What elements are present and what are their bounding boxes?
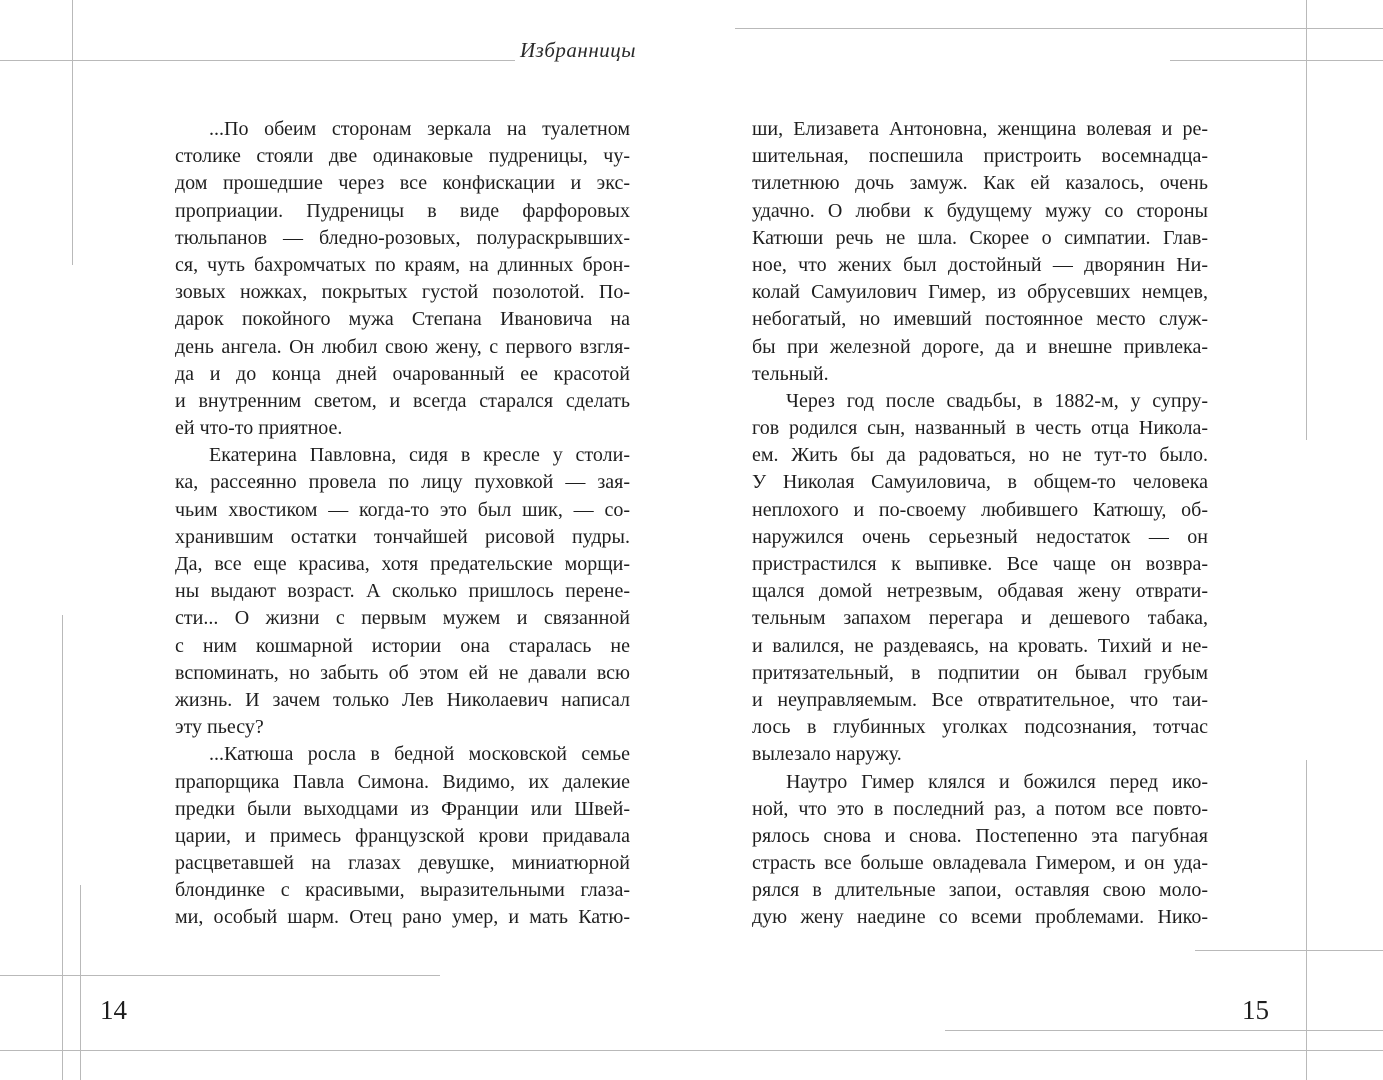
text-line: сти... О жизни с первым мужем и связанной [175, 607, 630, 630]
text-line: ем. Жить бы да радоваться, но не тут-то было. [752, 444, 1208, 467]
top-left-vrule [72, 0, 73, 265]
top-right-vrule [1306, 0, 1307, 440]
text-line: лось в глубинных уголках подсознания, тотчас [752, 716, 1208, 739]
text-line: ка, рассеянно провела по лицу пуховкой — зая- [175, 471, 630, 494]
text-line: Да, все еще красива, хотя предательские морщи- [175, 553, 630, 575]
text-line: дую жену наедине со всеми проблемами. Нико- [752, 906, 1208, 929]
text-line: удачно. О любви к будущему мужу со стороны [752, 199, 1208, 222]
text-line: столике стояли две одинаковые пудреницы, чу- [175, 145, 630, 168]
text-line: ны выдают возраст. А сколько пришлось перене- [175, 580, 630, 603]
text-line: рялся в длительные запои, оставляя свою моло- [752, 879, 1208, 902]
text-line: рялось снова и снова. Постепенно эта пагубная [752, 824, 1208, 847]
bottom-left-rule [0, 975, 440, 976]
top-right-rule [1170, 60, 1383, 61]
top-left-rule [0, 60, 515, 61]
text-line: предки были выходцами из Франции или Швей- [175, 797, 630, 820]
running-head: Избранницы [520, 38, 636, 62]
text-line: Екатерина Павловна, сидя в кресле у столи- [209, 444, 630, 467]
text-line: ...Катюша росла в бедной московской семье [209, 743, 630, 766]
text-line: блондинке с красивыми, выразительными глаза- [175, 879, 630, 902]
text-line: неплохого и по-своему любившего Катюшу, об- [752, 498, 1208, 521]
bottom-left-vrule [62, 615, 63, 1080]
text-line: прапорщика Павла Симона. Видимо, их далекие [175, 770, 630, 793]
text-line: дарок покойного мужа Степана Ивановича на [175, 308, 630, 331]
text-line: У Николая Самуиловича, в общем-то человека [752, 471, 1208, 494]
left-page-text [175, 116, 630, 932]
bottom-right-rule-2 [945, 1030, 1383, 1031]
text-line: Наутро Гимер клялся и божился перед ико- [786, 770, 1208, 793]
text-line: чьим хвостиком — когда-то это был шик, — со- [175, 498, 630, 521]
text-line: Катюши речь не шла. Скорее о симпатии. Глав- [752, 226, 1208, 249]
bottom-right-vrule [1306, 760, 1307, 1080]
text-line: ное, что жених был достойный — дворянин Ни- [752, 253, 1208, 276]
text-line: ми, особый шарм. Отец рано умер, и мать Катю- [175, 906, 630, 929]
text-line: гов родился сын, названный в честь отца Никола- [752, 417, 1208, 440]
text-line: тилетнюю дочь замуж. Как ей казалось, очень [752, 172, 1208, 195]
text-line: вылезало наружу. [752, 743, 902, 766]
text-line: тельный. [752, 362, 829, 385]
right-page-text [752, 116, 1208, 932]
text-line: и валился, не раздеваясь, на кровать. Тихий и не- [752, 634, 1208, 657]
text-line: тюльпанов — бледно-розовых, полураскрывших- [175, 226, 630, 249]
text-line: да и до конца дней очарованный ее красотой [175, 362, 630, 385]
text-line: ши, Елизавета Антоновна, женщина волевая и ре- [752, 118, 1208, 140]
text-line: зовых ножках, покрытых густой позолотой. По- [175, 281, 630, 304]
text-line: день ангела. Он любил свою жену, с первого взгля- [175, 335, 630, 358]
text-line: ей что-то приятное. [175, 417, 343, 440]
page-bottom-rule [0, 1050, 1383, 1051]
page-number-left: 14 [100, 995, 127, 1025]
text-line: царии, и примесь французской крови придавала [175, 824, 630, 847]
page-number-right: 15 [1242, 995, 1269, 1025]
text-line: пристрастился к выпивке. Все чаще он возвра- [752, 553, 1208, 575]
text-line: притязательный, в подпитии он бывал грубым [752, 661, 1208, 684]
text-line: щался домой нетрезвым, обдавая жену отврати- [752, 580, 1208, 603]
text-line: колай Самуилович Гимер, из обрусевших немцев, [752, 281, 1208, 304]
text-line: проприации. Пудреницы в виде фарфоровых [175, 199, 630, 222]
text-line: ся, чуть бахромчатых по краям, на длинных брон- [175, 253, 630, 276]
text-line: страсть все больше овладевала Гимером, и он уда- [752, 852, 1208, 875]
text-line: ...По обеим сторонам зеркала на туалетном [209, 118, 630, 140]
text-line: расцветавшей на глазах девушке, миниатюрной [175, 852, 630, 875]
text-line: дом прошедшие через все конфискации и экс- [175, 172, 630, 195]
text-line: вспоминать, но забыть об этом ей не давали всю [175, 661, 630, 684]
text-line: с ним кошмарной истории она старалась не [175, 634, 630, 657]
text-line: жизнь. И зачем только Лев Николаевич написал [175, 688, 630, 711]
text-line: небогатый, но имевший постоянное место служ- [752, 308, 1208, 331]
text-line: и неуправляемым. Все отвратительное, что таи- [752, 688, 1208, 711]
text-line: ной, что это в последний раз, а потом все повто- [752, 797, 1208, 820]
text-line: и внутренним светом, и всегда старался сделать [175, 389, 630, 412]
text-line: эту пьесу? [175, 716, 264, 739]
text-line: Через год после свадьбы, в 1882-м, у супру- [786, 389, 1208, 412]
text-line: хранившим остатки тончайшей рисовой пудры. [175, 525, 630, 548]
text-line: бы при железной дороге, да и внешне привлека- [752, 335, 1208, 358]
text-line: наружился очень серьезный недостаток — он [752, 525, 1208, 548]
text-line: тельным запахом перегара и дешевого табака, [752, 607, 1208, 630]
bottom-right-rule [1195, 950, 1383, 951]
text-line: шительная, поспешила пристроить восемнадца- [752, 145, 1208, 168]
top-center-rule [735, 28, 1383, 29]
